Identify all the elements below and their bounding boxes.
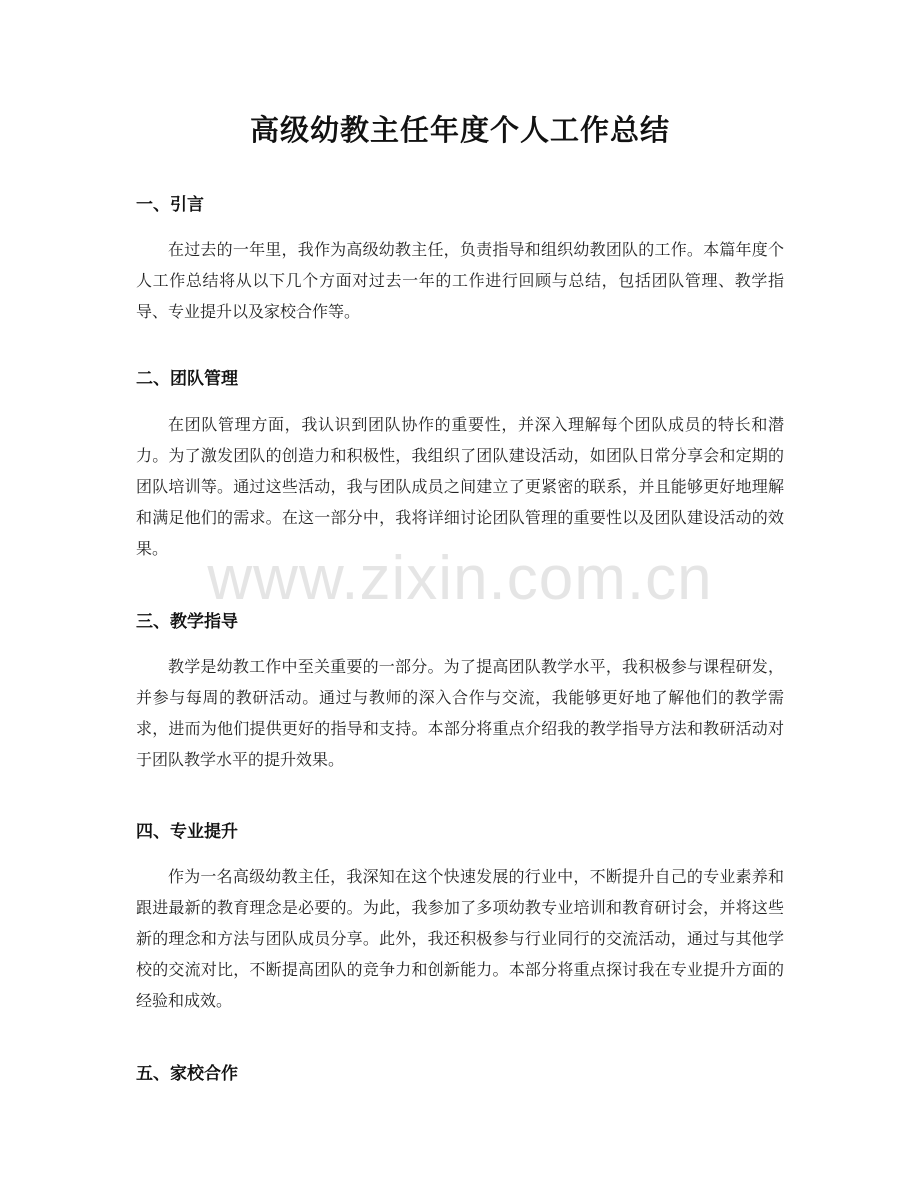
section-heading-team-management: 二、团队管理 — [136, 369, 238, 389]
section-body-professional-development: 作为一名高级幼教主任，我深知在这个快速发展的行业中，不断提升自己的专业素养和跟进最新的教育理念是必要的。为此，我参加了多项幼教专业培训和教育研讨会，并将这些新的理念和方法与团队成员分享。此外，我还积极参与行业同行的交流活动，通过与其他学校的交流对比，不断提高团队的竞争力和创新能力。本部分将重点探讨我在专业提升方面的经验和成效。 — [136, 867, 784, 1010]
section-heading-home-school-cooperation: 五、家校合作 — [136, 1064, 238, 1084]
watermark: www.zixin.com.cn — [207, 544, 713, 613]
section-body-teaching-guidance: 教学是幼教工作中至关重要的一部分。为了提高团队教学水平，我积极参与课程研发，并参与每周的教研活动。通过与教师的深入合作与交流，我能够更好地了解他们的教学需求，进而为他们提供更好的指导和支持。本部分将重点介绍我的教学指导方法和教研活动对于团队教学水平的提升效果。 — [136, 657, 784, 769]
section-body-introduction: 在过去的一年里，我作为高级幼教主任，负责指导和组织幼教团队的工作。本篇年度个人工作总结将从以下几个方面对过去一年的工作进行回顾与总结，包括团队管理、教学指导、专业提升以及家校合作等。 — [136, 240, 784, 321]
page-title: 高级幼教主任年度个人工作总结 — [249, 113, 670, 147]
section-body-team-management: 在团队管理方面，我认识到团队协作的重要性，并深入理解每个团队成员的特长和潜力。为了激发团队的创造力和积极性，我组织了团队建设活动，如团队日常分享会和定期的团队培训等。通过这些活动，我与团队成员之间建立了更紧密的联系，并且能够更好地理解和满足他们的需求。在这一部分中，我将详细讨论团队管理的重要性以及团队建设活动的效果。 — [136, 415, 784, 558]
section-heading-introduction: 一、引言 — [136, 195, 204, 215]
section-heading-teaching-guidance: 三、教学指导 — [136, 612, 238, 632]
section-heading-professional-development: 四、专业提升 — [136, 822, 238, 842]
